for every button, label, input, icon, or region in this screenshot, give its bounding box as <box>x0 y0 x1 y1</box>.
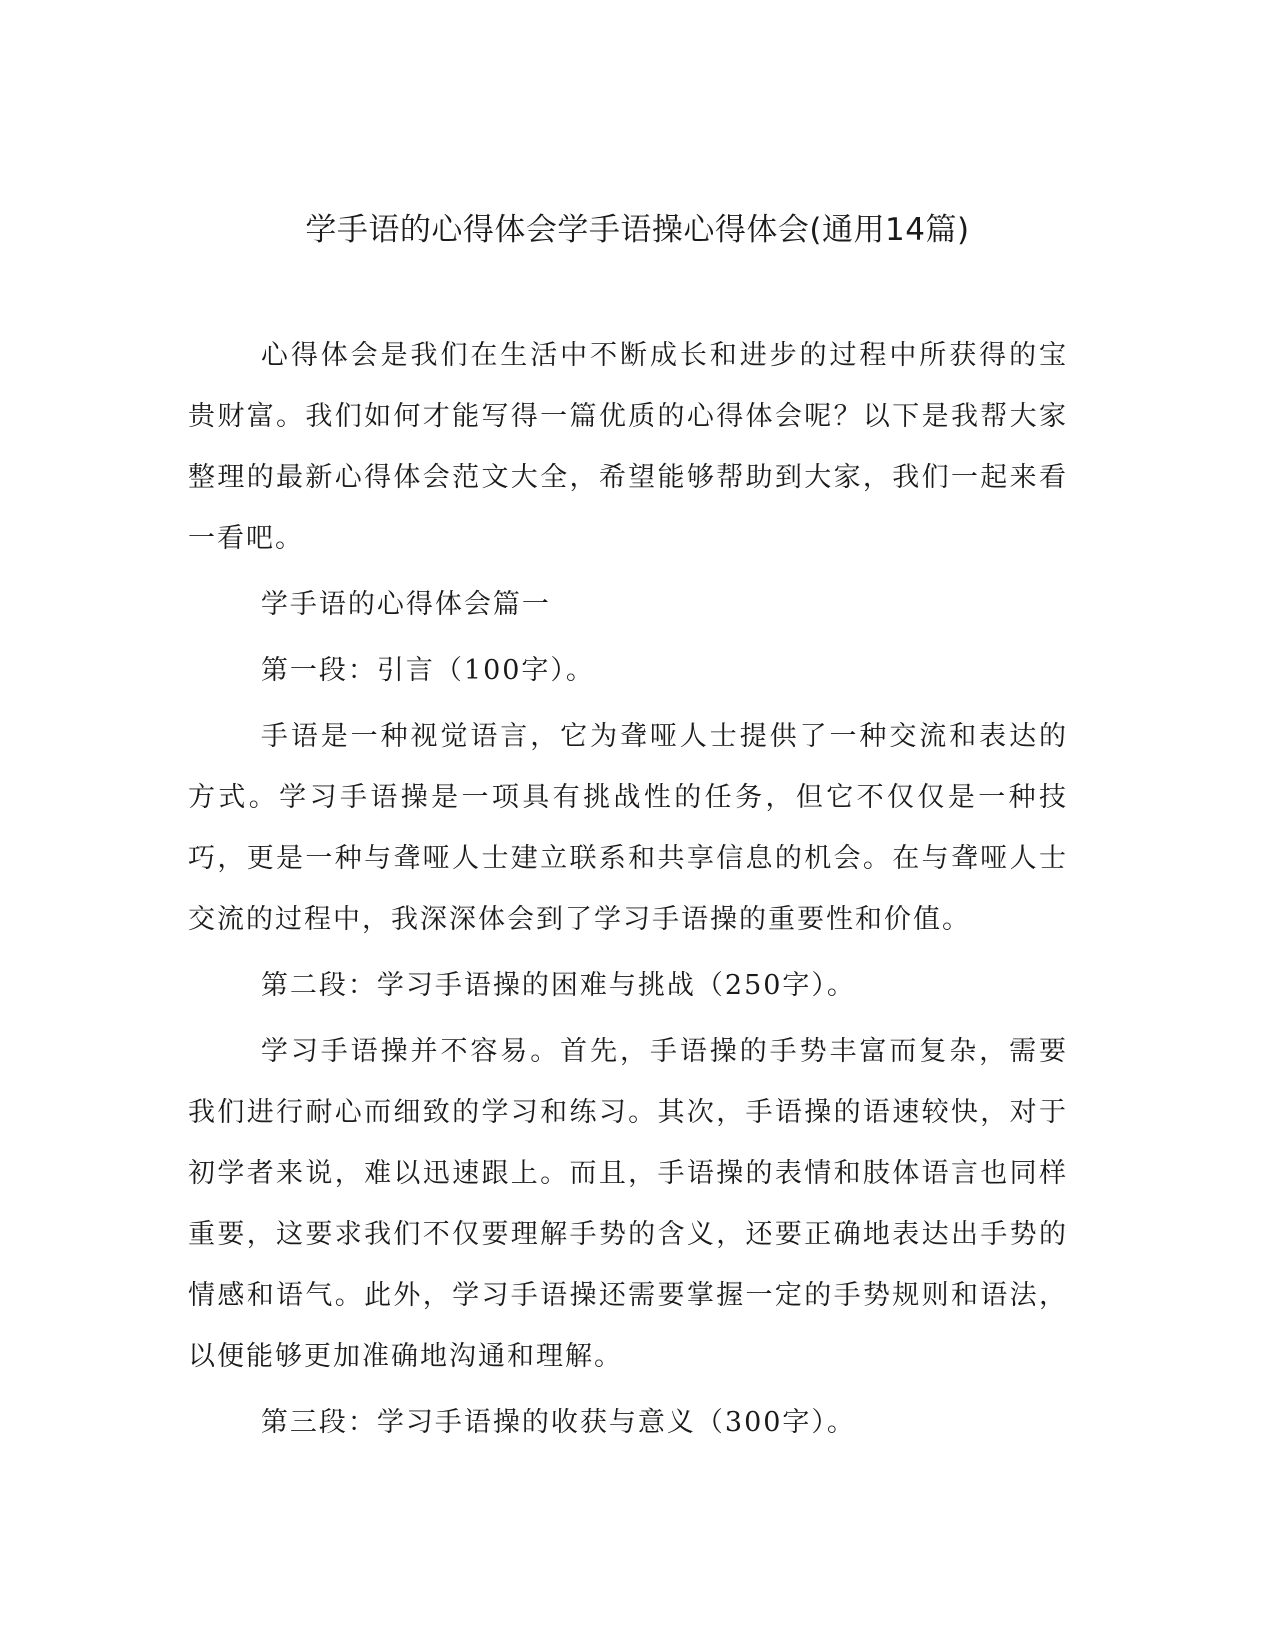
paragraph-body-2: 学习手语操并不容易。首先，手语操的手势丰富而复杂，需要我们进行耐心而细致的学习和练习。其次，手语操的语速较快，对于初学者来说，难以迅速跟上。而且，手语操的表情和肢体语言也同样重要，这要求我们不仅要理解手势的含义，还要正确地表达出手势的情感和语气。此外，学习手语操还需要掌握一定的手势规则和语法，以便能够更加准确地沟通和理解。 <box>188 1036 1068 1372</box>
paragraph-heading-2: 第二段：学习手语操的困难与挑战（250字）。 <box>260 970 856 1001</box>
section-heading-part-one: 学手语的心得体会篇一 <box>260 589 551 620</box>
paragraph-intro: 心得体会是我们在生活中不断成长和进步的过程中所获得的宝贵财富。我们如何才能写得一篇优质的心得体会呢？以下是我帮大家整理的最新心得体会范文大全，希望能够帮助到大家，我们一起来看一看吧。 <box>188 340 1068 554</box>
document-body <box>188 325 1068 1458</box>
document-title: 学手语的心得体会学手语操心得体会(通用14篇) <box>305 212 970 248</box>
paragraph-heading-1: 第一段：引言（100字）。 <box>260 655 595 686</box>
paragraph-body-1: 手语是一种视觉语言，它为聋哑人士提供了一种交流和表达的方式。学习手语操是一项具有挑战性的任务，但它不仅仅是一种技巧，更是一种与聋哑人士建立联系和共享信息的机会。在与聋哑人士交流的过程中，我深深体会到了学习手语操的重要性和价值。 <box>188 721 1068 935</box>
paragraph-heading-3: 第三段：学习手语操的收获与意义（300字）。 <box>260 1407 856 1438</box>
